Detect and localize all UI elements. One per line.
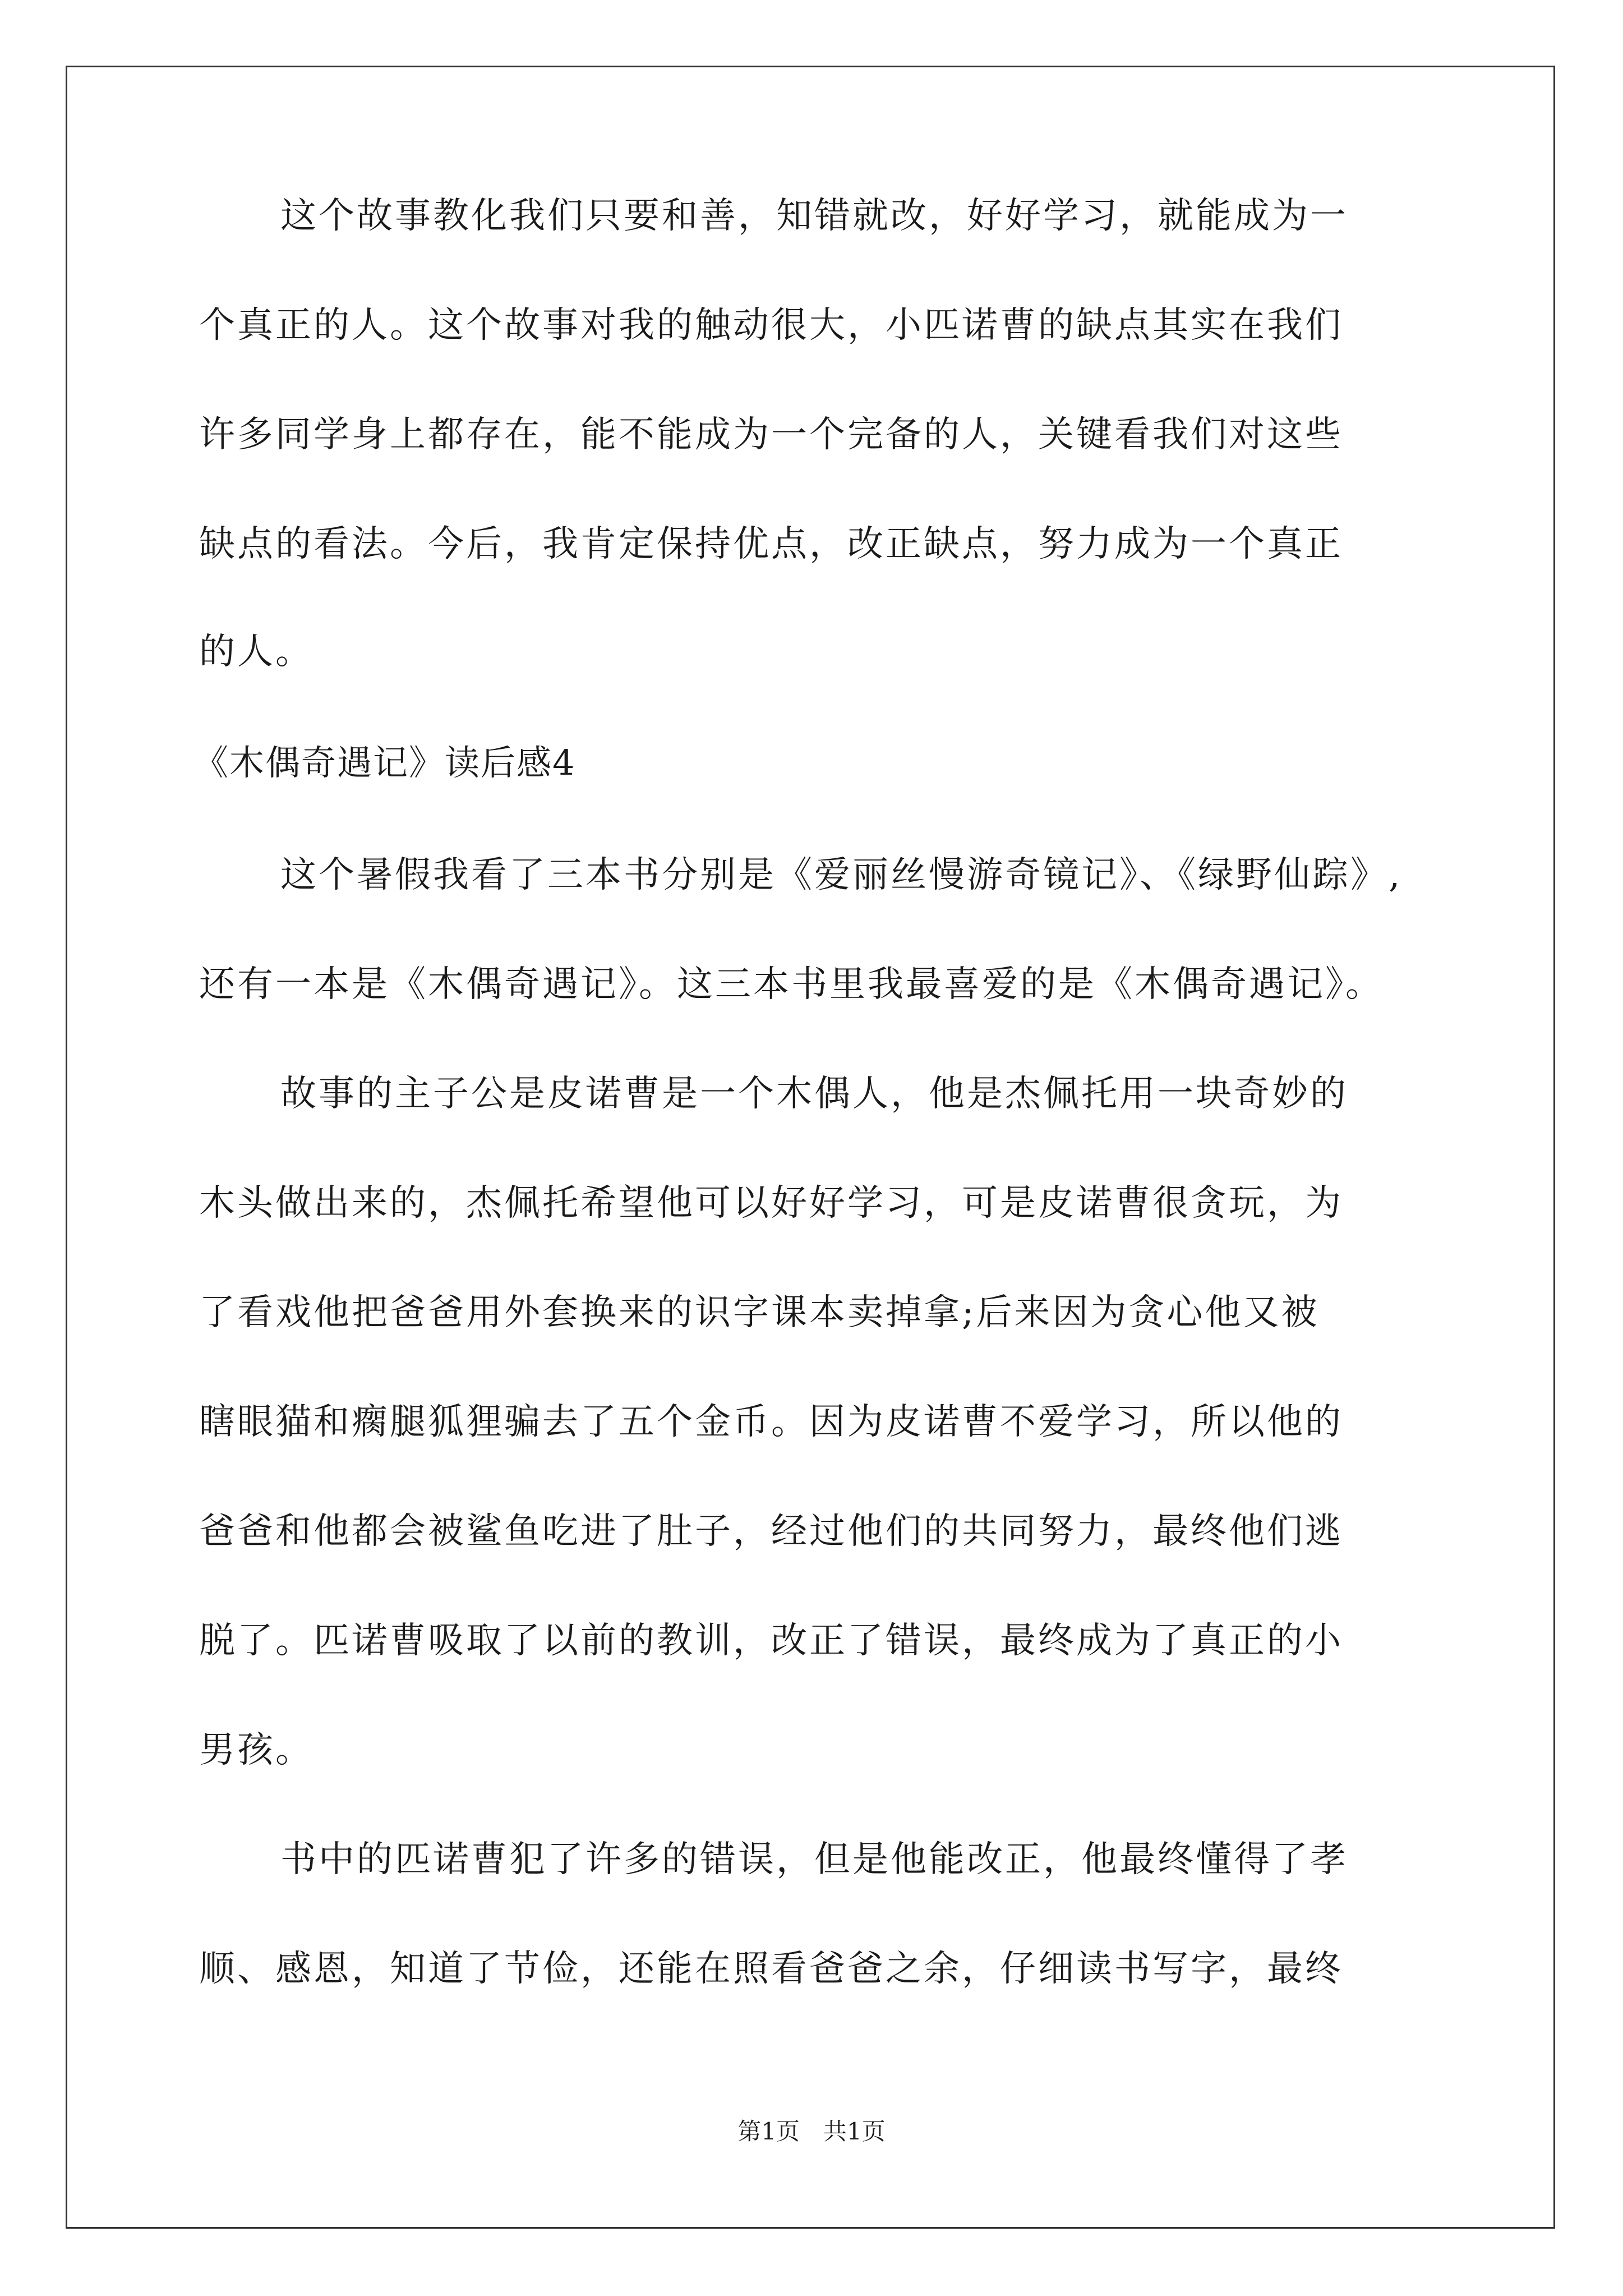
paragraph-line: 故事的主子公是皮诺曹是一个木偶人，他是杰佩托用一块奇妙的: [280, 1073, 1348, 1115]
paragraph-line: 许多同学身上都存在，能不能成为一个完备的人，关键看我们对这些: [199, 414, 1343, 455]
paragraph-line: 了看戏他把爸爸用外套换来的识字课本卖掉拿;后来因为贪心他又被: [199, 1292, 1320, 1333]
page-number: 第1页 共1页: [737, 2118, 886, 2145]
page-border: [66, 66, 1555, 2229]
section-heading: 《木偶奇遇记》读后感4: [193, 742, 576, 783]
paragraph-line: 爸爸和他都会被鲨鱼吃进了肚子，经过他们的共同努力，最终他们逃: [199, 1511, 1343, 1552]
paragraph-line: 顺、感恩，知道了节俭，还能在照看爸爸之余，仔细读书写字，最终: [199, 1948, 1343, 1990]
paragraph-line: 这个暑假我看了三本书分别是《爱丽丝慢游奇镜记》、《绿野仙踪》,: [280, 854, 1403, 896]
paragraph-line: 的人。: [199, 631, 313, 673]
paragraph-line: 脱了。匹诺曹吸取了以前的教训，改正了错误，最终成为了真正的小: [199, 1620, 1343, 1662]
paragraph-line: 缺点的看法。今后，我肯定保持优点，改正缺点，努力成为一个真正: [199, 523, 1343, 565]
paragraph-line: 木头做出来的，杰佩托希望他可以好好学习，可是皮诺曹很贪玩，为: [199, 1182, 1343, 1224]
paragraph-line: 书中的匹诺曹犯了许多的错误，但是他能改正，他最终懂得了孝: [280, 1839, 1348, 1880]
paragraph-line: 还有一本是《木偶奇遇记》。这三本书里我最喜爱的是《木偶奇遇记》。: [199, 964, 1384, 1005]
paragraph-line: 这个故事教化我们只要和善，知错就改，好好学习，就能成为一: [280, 195, 1348, 237]
paragraph-line: 男孩。: [199, 1729, 313, 1771]
paragraph-line: 个真正的人。这个故事对我的触动很大，小匹诺曹的缺点其实在我们: [199, 305, 1343, 346]
paragraph-line: 瞎眼猫和瘸腿狐狸骗去了五个金币。因为皮诺曹不爱学习，所以他的: [199, 1401, 1343, 1443]
